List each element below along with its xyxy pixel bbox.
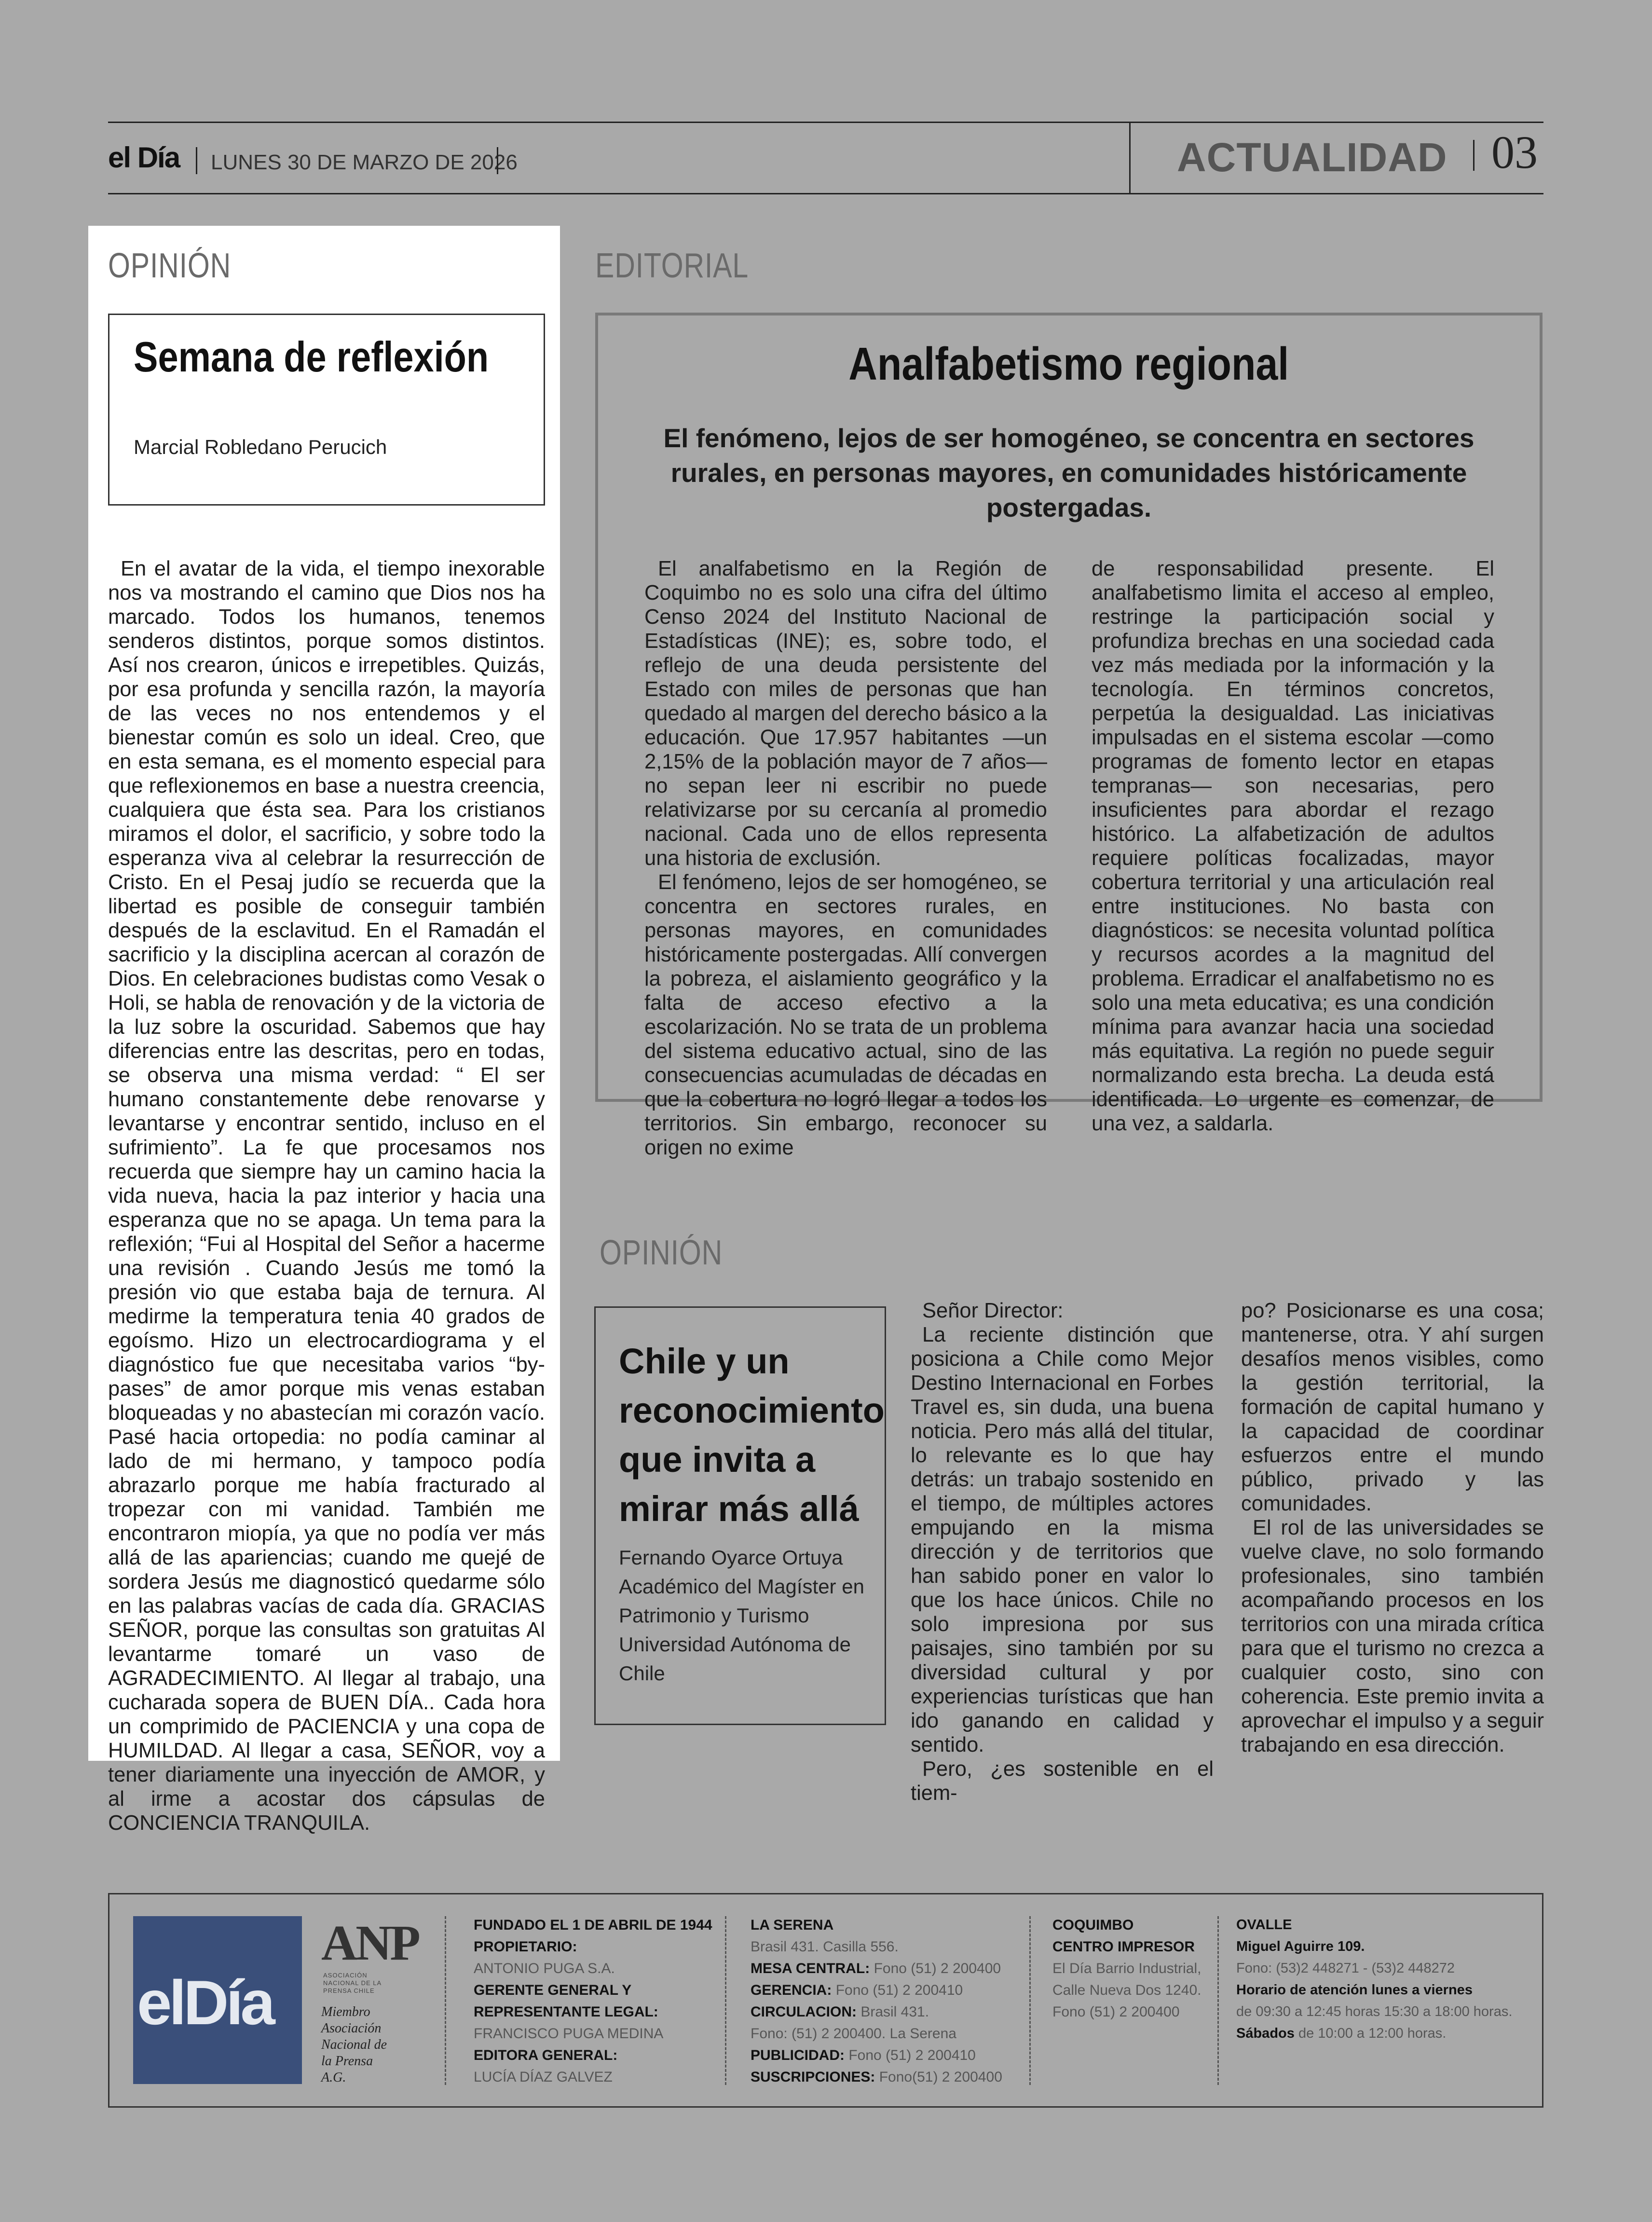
header-separator — [196, 147, 197, 174]
opinion2-paragraph: Pero, ¿es sostenible en el tiem- — [911, 1757, 1214, 1805]
founded-text: FUNDADO EL 1 DE ABRIL DE 1944 — [474, 1917, 712, 1933]
opinion2-title-box — [594, 1306, 886, 1725]
editor-label: EDITORA GENERAL: — [474, 2047, 618, 2063]
header-separator — [497, 147, 498, 174]
suscripciones-phone: Fono(51) 2 200400 — [879, 2069, 1002, 2085]
opinion-title: Semana de reflexión — [134, 333, 489, 381]
opinion2-kicker: OPINIÓN — [600, 1234, 723, 1272]
anp-logo — [321, 1914, 419, 1995]
opinion-paragraph: En el avatar de la vida, el tiempo inexorable nos va mostrando el camino que Dios nos ha marcado. Todos los humanos, tenemos senderos distintos, porque somos distintos. Así nos crearon, únicos e irrepetibles. Quizás, por esa profunda y sencilla razón, la mayoría de las veces no nos entendemos y el bienestar común es solo un ideal. Creo, que en esta semana, es el momento especial para que reflexionemos en base a nuestra creencia, cualquiera que ésta sea. Para los cristianos miramos el dolor, el sacrificio, y sobre todo la esperanza viva al celebrar la resurrección de Cristo. En el Pesaj judío se recuerda que la libertad es posible de conseguir también después de la esclavitud. En el Ramadán el sacrificio y la disciplina acercan al corazón de Dios. En celebraciones budistas como Vesak o Holi, se habla de renovación y de la victoria de la luz sobre la oscuridad. Sabemos que hay diferencias entre las descritas, pero en todas, se observa una misma verdad: “ El ser humano constantemente debe renovarse y levantarse y encontrar sentido, incluso en el sufrimiento”. La fe que procesamos nos recuerda que siempre hay un camino hacia la vida nueva, hacia la paz interior y hacia una esperanza que no se apaga. Un tema para la reflexión; “Fui al Hospital del Señor a hacerme una revisión . Cuando Jesús me tomó la presión vio que estaba baja de ternura. Al medirme la temperatura tenia 40 grados de egoísmo. Hizo un electrocardiograma y el diagnóstico fue que necesitaba varios “by-pases” de amor porque mis venas estaban bloqueadas y no abastecían mi corazón vacío. Pasé hacia ortopedia: no podía caminar al lado de mi hermano, y tampoco podía abrazarlo porque me había fracturado al tropezar con mi vanidad. También me encontraron miopía, ya que no podía ver más allá de las apariencias; cuando me quejé de sordera Jesús me diagnosticó quedarme sólo en las palabras vacías de cada día. GRACIAS SEÑOR, porque las consultas son gratuitas Al levantarme tomaré un vaso de AGRADECIMIENTO. Al llegar al trabajo, una cucharada sopera de BUEN DÍA.. Cada hora un comprimido de PACIENCIA y una copa de HUMILDAD. Al llegar a casa, SEÑOR, voy a tener diariamente una inyección de AMOR, y al irme a acostar dos cápsulas de CONCIENCIA TRANQUILA. — [108, 557, 545, 1835]
footer-col-la-serena — [751, 1914, 1021, 2088]
footer-col-coquimbo — [1052, 1914, 1216, 2023]
opinion-title-box — [108, 314, 545, 506]
section-name: ACTUALIDAD — [1177, 135, 1447, 180]
circulacion-phone: Fono: (51) 2 200400. La Serena — [751, 2026, 956, 2042]
opinion2-title: Chile y un reconocimiento que invita a mirar más allá — [619, 1341, 885, 1529]
issue-date: LUNES 30 DE MARZO DE 2026 — [211, 151, 518, 174]
circulacion-address: Brasil 431. — [860, 2004, 929, 2020]
central-label: MESA CENTRAL: — [751, 1961, 870, 1976]
header-separator — [1473, 140, 1475, 171]
editorial-paragraph: de responsabilidad presente. El analfabetismo limita el acceso al empleo, restringe la participación social y profundiza brechas en una sociedad cada vez más mediada por la información y la tecnología. En términos concretos, perpetúa la desigualdad. Las iniciativas impulsadas en el sistema escolar —como programas de fomento lector en etapas tempranas— son necesarias, pero insuficientes para abordar el rezago histórico. La alfabetización de adultos requiere políticas focalizadas, mayor cobertura territorial y una articulación real entre instituciones. No basta con diagnósticos: se necesita voluntad política y recursos acordes a la magnitud del problema. Erradicar el analfabetismo no es solo una meta educativa; es una condición mínima para avanzar hacia una sociedad más equitativa. La región no puede seguir normalizando esta brecha. La deuda está identificada. Lo urgente es comenzar, de una vez, a saldarla. — [1092, 557, 1494, 1135]
hours-text: de 09:30 a 12:45 horas 15:30 a 18:00 horas. — [1236, 2004, 1513, 2019]
footer-divider — [725, 1916, 726, 2085]
gerencia-label: GERENCIA: — [751, 1982, 832, 1998]
opinion2-column-1 — [911, 1299, 1214, 1805]
footer-divider — [1029, 1916, 1031, 2085]
hours-label: Horario de atención lunes a viernes — [1236, 1982, 1473, 1998]
editorial-kicker: EDITORIAL — [595, 247, 749, 285]
page-number: 03 — [1491, 126, 1538, 178]
anp-logo-text: ANP — [321, 1915, 419, 1971]
editor-name: LUCÍA DÍAZ GALVEZ — [474, 2069, 613, 2085]
la-serena-heading: LA SERENA — [751, 1917, 834, 1933]
saturday-hours: de 10:00 a 12:00 horas. — [1298, 2026, 1447, 2041]
editorial-column-2 — [1092, 557, 1494, 1136]
editorial-deck: El fenómeno, lejos de ser homogéneo, se concentra en sectores rurales, en personas mayores, en comunidades históricamente postergadas. — [663, 423, 1475, 522]
manager-label: GERENTE GENERAL Y REPRESENTANTE LEGAL: — [474, 1982, 658, 2020]
owner-name: ANTONIO PUGA S.A. — [474, 1961, 615, 1976]
opinion2-paragraph: El rol de las universidades se vuelve clave, no solo formando profesionales, sino también acompañando procesos en los territorios con una mirada crítica para que el turismo no crezca a cualquier costo, sino con coherencia. Este premio invita a aprovechar el impulso y a seguir trabajando en esa dirección. — [1241, 1516, 1544, 1756]
footer-divider — [445, 1916, 446, 2085]
coquimbo-heading: COQUIMBO — [1052, 1917, 1134, 1933]
ovalle-phone: Fono: (53)2 448271 - (53)2 448272 — [1236, 1961, 1455, 1976]
centro-impresor-label: CENTRO IMPRESOR — [1052, 1939, 1195, 1955]
opinion-body — [108, 557, 545, 1835]
coquimbo-line-3: Fono (51) 2 200400 — [1052, 2004, 1180, 2020]
ovalle-heading: OVALLE — [1236, 1917, 1292, 1933]
gerencia-phone: Fono (51) 2 200410 — [835, 1982, 963, 1998]
coquimbo-line-2: Calle Nueva Dos 1240. — [1052, 1982, 1201, 1998]
ovalle-address: Miguel Aguirre 109. — [1236, 1939, 1365, 1954]
opinion2-author-role: Académico del Magíster en Patrimonio y Turismo Universidad Autónoma de Chile — [619, 1575, 864, 1685]
footer-divider — [1217, 1916, 1219, 2085]
editorial-title — [595, 338, 1543, 391]
header-divider — [1129, 122, 1131, 193]
header-bottom-rule — [108, 193, 1543, 194]
footer-col-staff — [474, 1914, 724, 2088]
coquimbo-line-1: El Día Barrio Industrial, — [1052, 1961, 1201, 1976]
editorial-paragraph: El fenómeno, lejos de ser homogéneo, se concentra en sectores rurales, en personas mayores, en comunidades históricamente postergadas. Allí convergen la pobreza, el aislamiento geográfico y la falta de acceso efectivo a la escolarización. No se trata de un problema del sistema educativo actual, sino de las consecuencias acumuladas de décadas en que la cobertura no logró llegar a todos los territorios. Sin embargo, reconocer su origen no exime — [644, 871, 1047, 1159]
editorial-title-text: Analfabetismo regional — [848, 338, 1289, 390]
manager-name: FRANCISCO PUGA MEDINA — [474, 2026, 664, 2042]
opinion2-credit — [619, 1543, 879, 1688]
saturday-label: Sábados — [1236, 2026, 1295, 2041]
footer-col-ovalle — [1236, 1914, 1535, 2044]
la-serena-address: Brasil 431. Casilla 556. — [751, 1939, 899, 1955]
owner-label: PROPIETARIO: — [474, 1939, 577, 1955]
anp-member-text: Miembro Asociación Nacional de la Prensa A.G. — [321, 2004, 387, 2085]
eldia-logo — [133, 1916, 302, 2084]
opinion-author: Marcial Robledano Perucich — [134, 436, 387, 458]
opinion2-column-2 — [1241, 1299, 1544, 1757]
opinion2-author: Fernando Oyarce Ortuya — [619, 1546, 843, 1569]
publicidad-label: PUBLICIDAD: — [751, 2047, 845, 2063]
publicidad-phone: Fono (51) 2 200410 — [848, 2047, 976, 2063]
opinion2-paragraph: po? Posicionarse es una cosa; mantenerse, otra. Y ahí surgen desafíos menos visibles, como la gestión territorial, la formación de capital humano y la capacidad de coordinar esfuerzos entre el mundo público, privado y las comunidades. — [1241, 1299, 1544, 1515]
opinion2-salutation: Señor Director: — [922, 1299, 1064, 1322]
editorial-paragraph: El analfabetismo en la Región de Coquimbo no es solo una cifra del último Censo 2024 del Instituto Nacional de Estadísticas (INE); es, sobre todo, el reflejo de una deuda persistente del Estado con miles de personas que han quedado al margen del derecho básico a la educación. Que 17.957 habitantes —un 2,15% de la población mayor de 7 años— no sepan leer ni escribir no puede relativizarse por su cercanía al promedio nacional. Cada uno de ellos representa una historia de exclusión. — [644, 557, 1047, 870]
eldia-logo-text: elDía — [137, 1967, 273, 2038]
suscripciones-label: SUSCRIPCIONES: — [751, 2069, 875, 2085]
header-top-rule — [108, 122, 1543, 123]
editorial-column-1 — [644, 557, 1047, 1160]
masthead-brand: el Día — [108, 141, 180, 174]
opinion2-paragraph: La reciente distinción que posiciona a Chile como Mejor Destino Internacional en Forbes Travel es, sin duda, una buena noticia. Pero más allá del titular, lo relevante es lo que hay detrás: un trabajo sostenido en el tiempo, de múltiples actores empujando en la misma dirección y de territorios que han sabido poner en valor lo que los hace únicos. Chile no solo impresiona por sus paisajes, sino también por su diversidad cultural y por experiencias turísticas que han ido ganando en calidad y sentido. — [911, 1323, 1214, 1756]
circulacion-label: CIRCULACION: — [751, 2004, 857, 2020]
anp-caption: ASOCIACIÓN NACIONAL DE LA PRENSA CHILE — [323, 1972, 382, 1994]
opinion-kicker: OPINIÓN — [108, 247, 232, 285]
central-phone: Fono (51) 2 200400 — [874, 1961, 1001, 1976]
